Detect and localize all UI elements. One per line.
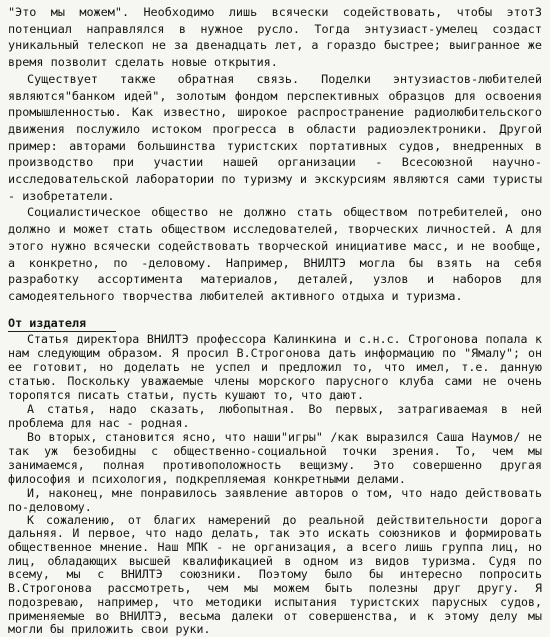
publisher-paragraph-1: Статья директора ВНИЛТЭ профессора Калинкина и с.н.с. Строгонова попала к нам следующим образом. Я просил В.Строгонова дать информацию по "Ямалу"; он ее готовит, но доделать не успел и предложил то, что имел, т.е. данную статью. Поскольку уважаемые члены морского парусного клуба сами не очень торопятся писать статьи, пусть кушают то, что дают.	[8, 331, 542, 402]
main-article-body	[8, 4, 542, 305]
publisher-heading: От издателя	[8, 315, 116, 332]
publisher-paragraph-2: А статья, надо сказать, любопытная. Во первых, затрагиваемая в ней проблема для нас - родная.	[8, 401, 542, 430]
publisher-paragraph-4: И, наконец, мне понравилось заявление авторов о том, что надо действовать по-деловому.	[8, 485, 542, 514]
publisher-section	[8, 315, 542, 637]
section-gap	[8, 305, 542, 315]
publisher-paragraph-3: Во вторых, становится ясно, что наши"игры" /как выразился Саша Наумов/ не так уж безобидны с общественно-социальной точки зрения. То, чем мы занимаемся, полная противоположность вещизму. Это совершенно другая философия и психология, подкрепляемая конкретными делами.	[8, 429, 542, 486]
publisher-body	[8, 332, 542, 637]
main-paragraph-1: "Это мы можем". Необходимо лишь всячески содействовать, чтобы этот3 потенциал направлялся в нужное русло. Тогда энтузиаст-умелец создаст уникальный телескоп не за двенадцать лет, а гораздо быстрее; выигранное же время позволит сделать новые открытия.	[8, 5, 542, 70]
main-paragraph-2: Существует также обратная связь. Поделки энтузиастов-любителей являются"банком идей", золотым фондом перспективных образцов для освоения промышленностью. Как известно, широкое распространение радиолюбительского движения послужило истоком прогресса в области радиоэлектроники. Другой пример: авторами большинства туристских портативных судов, внедренных в производство при участии нашей организации - Всесоюзной научно-исследовательской лаборатории по туризму и экскурсиям являются сами туристы - изобретатели.	[8, 71, 542, 203]
publisher-paragraph-5: К сожалению, от благих намерений до реальной действительности дорога дальняя. И первое, что надо делать, так это искать союзников и формировать общественное мнение. Наш МПК - не организация, а всего лишь группа лиц, но лиц, обладающих высшей квалификацией в одном из видов туризма. Судя по всему, мы с ВНИЛТЭ союзники. Поэтому было бы интересно попросить В.Строгонова рассмотреть, чем мы можем быть полезны друг другу. Я подозреваю, например, что методики испытания туристских парусных судов, применяемые во ВНИЛТЭ, весьма далеки от совершенства, и к этому делу мы могли бы приложить свои руки.	[8, 512, 542, 637]
main-paragraph-3: Социалистическое общество не должно стать обществом потребителей, оно должно и может стать обществом исследователей, творческих личностей. А для этого нужно всячески содействовать творческой инициативе масс, и не вообще, а конкретно, по -деловому. Например, ВНИЛТЭ могла бы взять на себя разработку ассортимента материалов, деталей, узлов и наборов для самодеятельного творчества любителей активного отдыха и туризма.	[8, 205, 542, 303]
